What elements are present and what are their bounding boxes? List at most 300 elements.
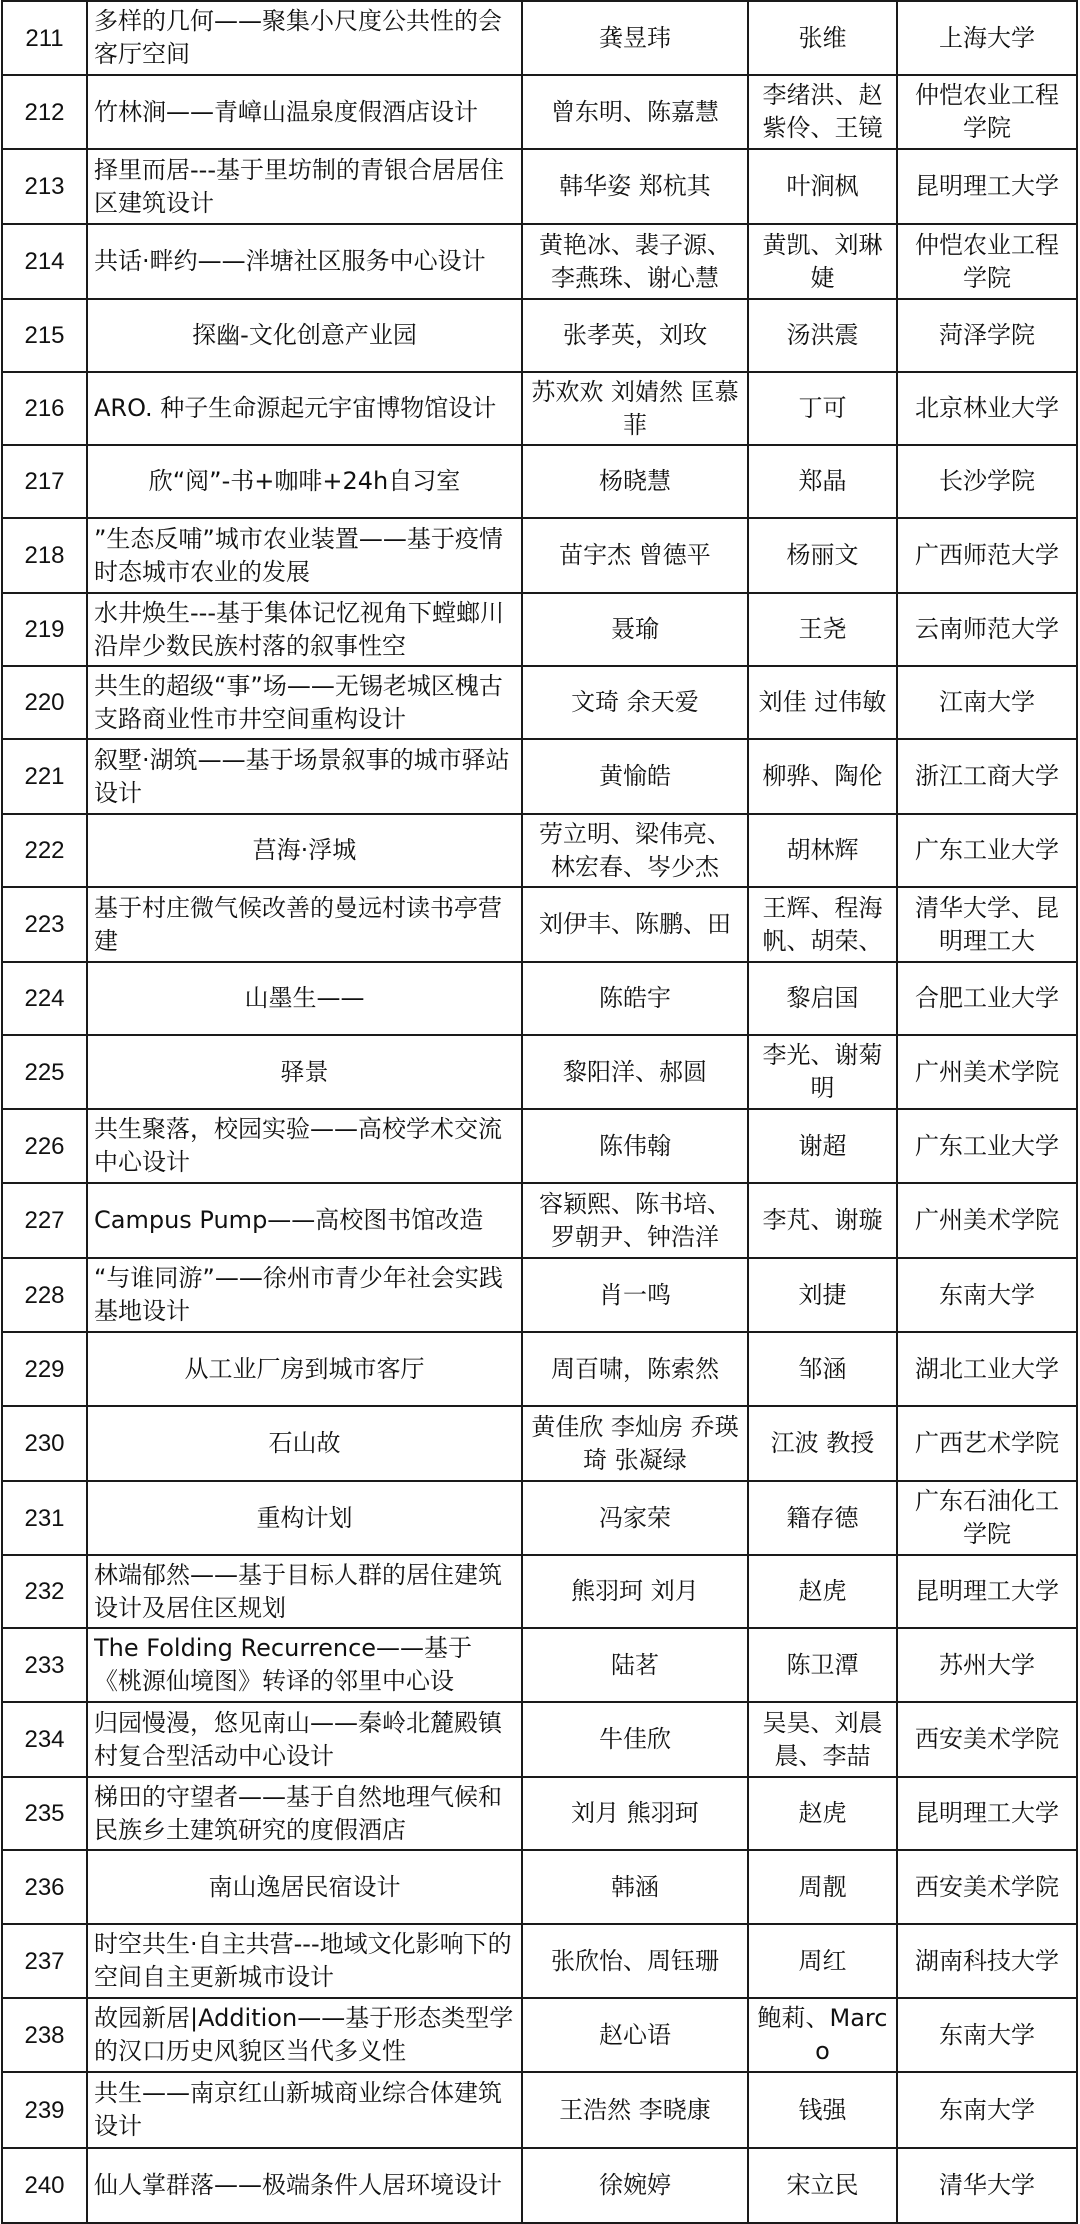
project-title: 共生的超级“事”场——无锡老城区槐古支路商业性市井空间重构设计 bbox=[94, 671, 503, 733]
advisor-name-cell bbox=[748, 1628, 897, 1702]
student-authors: 王浩然 李晓康 bbox=[559, 2095, 711, 2124]
table-row bbox=[2, 1702, 1077, 1777]
project-title-cell bbox=[87, 1702, 522, 1777]
school-name-cell bbox=[897, 1406, 1077, 1481]
school-name-cell bbox=[897, 1035, 1077, 1109]
project-title: 仙人掌群落——极端条件人居环境设计 bbox=[94, 2171, 502, 2199]
project-title: 从工业厂房到城市客厅 bbox=[184, 1354, 425, 1383]
entry-number-cell bbox=[2, 224, 87, 299]
school-name: 昆明理工大学 bbox=[915, 172, 1059, 200]
school-name: 广西艺术学院 bbox=[915, 1429, 1059, 1457]
entry-number: 216 bbox=[24, 395, 65, 422]
advisor-name: 赵虎 bbox=[798, 1799, 847, 1827]
advisor-name-cell bbox=[748, 887, 897, 962]
school-name: 昆明理工大学 bbox=[915, 1577, 1059, 1605]
student-authors-cell bbox=[522, 1035, 748, 1109]
student-authors: 文琦 余天爱 bbox=[571, 688, 699, 716]
table-row bbox=[2, 445, 1077, 518]
table-row bbox=[2, 1109, 1077, 1183]
entry-number: 222 bbox=[24, 837, 65, 864]
school-name: 西安美术学院 bbox=[915, 1725, 1059, 1753]
project-title-cell bbox=[87, 1332, 522, 1406]
school-name-cell bbox=[897, 518, 1077, 593]
entry-number-cell bbox=[2, 1777, 87, 1850]
entry-number: 217 bbox=[24, 468, 65, 495]
student-authors-cell bbox=[522, 372, 748, 445]
table-row bbox=[2, 224, 1077, 299]
entry-number: 234 bbox=[24, 1726, 65, 1753]
student-authors: 赵心语 bbox=[599, 2020, 671, 2049]
entry-number-cell bbox=[2, 372, 87, 445]
project-title: Campus Pump——高校图书馆改造 bbox=[94, 1206, 484, 1234]
advisor-name-cell bbox=[748, 739, 897, 814]
table-row bbox=[2, 1035, 1077, 1109]
entry-number-cell bbox=[2, 666, 87, 739]
school-name-cell bbox=[897, 1258, 1077, 1332]
entry-number: 229 bbox=[24, 1355, 65, 1383]
school-name: 仲恺农业工程学院 bbox=[915, 230, 1059, 292]
table-row bbox=[2, 666, 1077, 739]
entry-number: 224 bbox=[24, 985, 65, 1012]
advisor-name-cell bbox=[748, 224, 897, 299]
project-title: 基于村庄微气候改善的曼远村读书亭营建 bbox=[94, 893, 502, 955]
advisor-name-cell bbox=[748, 518, 897, 593]
entry-number: 231 bbox=[24, 1504, 65, 1532]
school-name: 上海大学 bbox=[939, 23, 1035, 52]
student-authors: 陈皓宇 bbox=[599, 984, 671, 1012]
student-authors-cell bbox=[522, 1924, 748, 1998]
student-authors-cell bbox=[522, 445, 748, 518]
table-row bbox=[2, 1628, 1077, 1702]
project-title-cell bbox=[87, 1998, 522, 2072]
project-title: 山墨生—— bbox=[244, 984, 365, 1012]
table-row bbox=[2, 1555, 1077, 1628]
student-authors-cell bbox=[522, 739, 748, 814]
advisor-name-cell bbox=[748, 299, 897, 372]
project-title-cell bbox=[87, 962, 522, 1035]
entry-number-cell bbox=[2, 2148, 87, 2223]
entry-number: 215 bbox=[24, 322, 65, 349]
project-title-cell bbox=[87, 149, 522, 224]
student-authors-cell bbox=[522, 75, 748, 149]
advisor-name: 叶涧枫 bbox=[786, 172, 859, 200]
project-title: “与谁同游”——徐州市青少年社会实践基地设计 bbox=[94, 1264, 503, 1325]
student-authors: 韩涵 bbox=[611, 1872, 659, 1901]
student-authors: 牛佳欣 bbox=[599, 1725, 671, 1753]
student-authors: 杨晓慧 bbox=[599, 467, 671, 495]
school-name: 昆明理工大学 bbox=[915, 1799, 1059, 1827]
project-title-cell bbox=[87, 1777, 522, 1850]
school-name-cell bbox=[897, 445, 1077, 518]
student-authors-cell bbox=[522, 2072, 748, 2148]
project-title: 梯田的守望者——基于自然地理气候和民族乡土建筑研究的度假酒店 bbox=[94, 1782, 502, 1844]
school-name-cell bbox=[897, 1183, 1077, 1258]
school-name: 江南大学 bbox=[939, 688, 1035, 716]
entry-number-cell bbox=[2, 1258, 87, 1332]
advisor-name-cell bbox=[748, 1777, 897, 1850]
advisor-name-cell bbox=[748, 1, 897, 75]
advisor-name: 陈卫潭 bbox=[786, 1650, 859, 1679]
advisor-name: 柳骅、陶伦 bbox=[762, 762, 883, 790]
student-authors-cell bbox=[522, 1555, 748, 1628]
student-authors-cell bbox=[522, 1, 748, 75]
advisor-name-cell bbox=[748, 1481, 897, 1555]
project-title: 石山故 bbox=[268, 1429, 341, 1457]
entry-number-cell bbox=[2, 1998, 87, 2072]
student-authors-cell bbox=[522, 1183, 748, 1258]
advisor-name: 宋立民 bbox=[786, 2171, 859, 2199]
entry-number-cell bbox=[2, 962, 87, 1035]
project-title: 归园慢漫，悠见南山——秦岭北麓殿镇村复合型活动中心设计 bbox=[94, 1708, 502, 1770]
table-row bbox=[2, 149, 1077, 224]
student-authors-cell bbox=[522, 1258, 748, 1332]
project-title-cell bbox=[87, 1035, 522, 1109]
project-title: 故园新居|Addition——基于形态类型学的汉口历史风貌区当代多义性 bbox=[94, 2004, 514, 2065]
project-title-cell bbox=[87, 372, 522, 445]
advisor-name-cell bbox=[748, 149, 897, 224]
entry-number-cell bbox=[2, 75, 87, 149]
table-row bbox=[2, 1481, 1077, 1555]
advisor-name: 丁可 bbox=[798, 394, 847, 422]
student-authors: 张孝英，刘玫 bbox=[563, 321, 707, 349]
entry-number-cell bbox=[2, 1109, 87, 1183]
advisor-name-cell bbox=[748, 1850, 897, 1924]
school-name-cell bbox=[897, 962, 1077, 1035]
results-table bbox=[1, 0, 1078, 2224]
student-authors: 苏欢欢 刘婧然 匡慕菲 bbox=[531, 377, 739, 439]
entry-number: 237 bbox=[24, 1947, 65, 1975]
student-authors-cell bbox=[522, 2148, 748, 2223]
project-title: 重构计划 bbox=[256, 1503, 353, 1532]
student-authors-cell bbox=[522, 962, 748, 1035]
advisor-name-cell bbox=[748, 2148, 897, 2223]
entry-number-cell bbox=[2, 1850, 87, 1924]
entry-number-cell bbox=[2, 739, 87, 814]
student-authors: 刘伊丰、陈鹏、田 bbox=[539, 910, 731, 938]
project-title-cell bbox=[87, 75, 522, 149]
school-name-cell bbox=[897, 149, 1077, 224]
entry-number: 227 bbox=[24, 1207, 65, 1234]
table-row bbox=[2, 1850, 1077, 1924]
entry-number: 213 bbox=[24, 173, 65, 200]
student-authors: 龚昱玮 bbox=[599, 23, 671, 52]
advisor-name-cell bbox=[748, 962, 897, 1035]
student-authors-cell bbox=[522, 887, 748, 962]
school-name: 东南大学 bbox=[939, 2095, 1035, 2124]
advisor-name: 黄凯、刘琳婕 bbox=[762, 230, 883, 292]
table-row bbox=[2, 1998, 1077, 2072]
entry-number: 218 bbox=[24, 542, 65, 569]
project-title-cell bbox=[87, 518, 522, 593]
student-authors-cell bbox=[522, 1406, 748, 1481]
advisor-name: 杨丽文 bbox=[786, 541, 859, 569]
entry-number-cell bbox=[2, 1702, 87, 1777]
entry-number: 223 bbox=[24, 911, 65, 938]
advisor-name: 周靓 bbox=[798, 1872, 847, 1901]
advisor-name-cell bbox=[748, 1109, 897, 1183]
student-authors: 黄艳冰、裴子源、李燕珠、谢心慧 bbox=[539, 230, 731, 292]
table-row bbox=[2, 75, 1077, 149]
project-title: 南山逸居民宿设计 bbox=[208, 1872, 401, 1901]
advisor-name-cell bbox=[748, 75, 897, 149]
entry-number-cell bbox=[2, 299, 87, 372]
student-authors-cell bbox=[522, 1998, 748, 2072]
table-row bbox=[2, 2148, 1077, 2223]
student-authors-cell bbox=[522, 299, 748, 372]
table-row bbox=[2, 2072, 1077, 2148]
advisor-name-cell bbox=[748, 1702, 897, 1777]
advisor-name: 籍存德 bbox=[786, 1503, 859, 1532]
table-row bbox=[2, 1924, 1077, 1998]
student-authors-cell bbox=[522, 1777, 748, 1850]
entry-number-cell bbox=[2, 445, 87, 518]
school-name: 湖南科技大学 bbox=[915, 1946, 1059, 1975]
school-name: 苏州大学 bbox=[939, 1650, 1035, 1679]
advisor-name: 王辉、程海帆、胡荣、 bbox=[762, 893, 883, 955]
table-row bbox=[2, 1332, 1077, 1406]
student-authors-cell bbox=[522, 224, 748, 299]
project-title-cell bbox=[87, 666, 522, 739]
school-name-cell bbox=[897, 1, 1077, 75]
advisor-name: 张维 bbox=[798, 23, 847, 52]
school-name-cell bbox=[897, 75, 1077, 149]
advisor-name: 邹涵 bbox=[798, 1354, 847, 1383]
student-authors-cell bbox=[522, 1850, 748, 1924]
entry-number-cell bbox=[2, 1406, 87, 1481]
advisor-name-cell bbox=[748, 1035, 897, 1109]
advisor-name: 郑晶 bbox=[798, 467, 847, 495]
entry-number-cell bbox=[2, 1, 87, 75]
school-name: 广东石油化工学院 bbox=[915, 1487, 1059, 1548]
advisor-name-cell bbox=[748, 814, 897, 887]
advisor-name: 胡林辉 bbox=[786, 836, 859, 864]
project-title: 多样的几何——聚集小尺度公共性的会客厅空间 bbox=[94, 7, 502, 68]
student-authors-cell bbox=[522, 1481, 748, 1555]
student-authors: 陆茗 bbox=[611, 1650, 659, 1679]
advisor-name: 刘佳 过伟敏 bbox=[758, 688, 887, 716]
project-title-cell bbox=[87, 1183, 522, 1258]
student-authors-cell bbox=[522, 666, 748, 739]
table-row bbox=[2, 372, 1077, 445]
student-authors: 劳立明、梁伟亮、林宏春、岑少杰 bbox=[539, 819, 731, 881]
project-title: 水井焕生---基于集体记忆视角下螳螂川沿岸少数民族村落的叙事性空 bbox=[94, 598, 504, 660]
advisor-name: 李光、谢菊明 bbox=[762, 1041, 883, 1102]
project-title: 共生——南京红山新城商业综合体建筑设计 bbox=[94, 2079, 502, 2140]
advisor-name: 刘捷 bbox=[798, 1280, 847, 1309]
advisor-name: 江波 教授 bbox=[770, 1429, 875, 1457]
advisor-name: 黎启国 bbox=[786, 984, 859, 1012]
advisor-name: 王尧 bbox=[798, 615, 847, 643]
school-name-cell bbox=[897, 224, 1077, 299]
student-authors: 苗宇杰 曾德平 bbox=[559, 541, 711, 569]
entry-number: 238 bbox=[24, 2021, 65, 2049]
advisor-name-cell bbox=[748, 1555, 897, 1628]
school-name: 湖北工业大学 bbox=[915, 1354, 1059, 1383]
project-title: ARO. 种子生命源起元宇宙博物馆设计 bbox=[94, 394, 497, 422]
student-authors-cell bbox=[522, 1332, 748, 1406]
advisor-name: 谢超 bbox=[798, 1131, 847, 1160]
entry-number-cell bbox=[2, 1035, 87, 1109]
advisor-name-cell bbox=[748, 1924, 897, 1998]
table-row bbox=[2, 1406, 1077, 1481]
entry-number: 233 bbox=[24, 1651, 65, 1679]
advisor-name: 李绪洪、赵紫伶、王镜 bbox=[762, 81, 883, 142]
student-authors-cell bbox=[522, 593, 748, 666]
table-row bbox=[2, 739, 1077, 814]
entry-number-cell bbox=[2, 1332, 87, 1406]
school-name: 浙江工商大学 bbox=[915, 762, 1059, 790]
project-title-cell bbox=[87, 1109, 522, 1183]
advisor-name-cell bbox=[748, 1998, 897, 2072]
school-name-cell bbox=[897, 372, 1077, 445]
project-title-cell bbox=[87, 2072, 522, 2148]
advisor-name: 鲍莉、Marco bbox=[757, 2004, 888, 2065]
advisor-name: 吴昊、刘晨晨、李喆 bbox=[762, 1708, 883, 1770]
school-name: 清华大学、昆明理工大 bbox=[915, 893, 1059, 955]
advisor-name-cell bbox=[748, 1183, 897, 1258]
school-name-cell bbox=[897, 2148, 1077, 2223]
entry-number: 219 bbox=[24, 616, 65, 643]
table-row bbox=[2, 962, 1077, 1035]
school-name: 仲恺农业工程学院 bbox=[915, 81, 1059, 142]
student-authors-cell bbox=[522, 1109, 748, 1183]
entry-number-cell bbox=[2, 149, 87, 224]
student-authors: 冯家荣 bbox=[599, 1503, 671, 1532]
entry-number: 236 bbox=[24, 1873, 65, 1901]
school-name-cell bbox=[897, 593, 1077, 666]
table-row bbox=[2, 1258, 1077, 1332]
project-title-cell bbox=[87, 299, 522, 372]
project-title: 共生聚落，校园实验——高校学术交流中心设计 bbox=[94, 1115, 502, 1176]
school-name-cell bbox=[897, 1777, 1077, 1850]
school-name-cell bbox=[897, 814, 1077, 887]
school-name-cell bbox=[897, 2072, 1077, 2148]
student-authors: 曾东明、陈嘉慧 bbox=[551, 97, 719, 126]
school-name: 清华大学 bbox=[939, 2171, 1035, 2199]
advisor-name-cell bbox=[748, 445, 897, 518]
advisor-name-cell bbox=[748, 1258, 897, 1332]
entry-number-cell bbox=[2, 1628, 87, 1702]
school-name-cell bbox=[897, 1555, 1077, 1628]
school-name-cell bbox=[897, 739, 1077, 814]
student-authors: 张欣怡、周钰珊 bbox=[551, 1946, 719, 1975]
student-authors: 黄愉皓 bbox=[599, 762, 671, 790]
advisor-name: 赵虎 bbox=[798, 1577, 847, 1605]
entry-number-cell bbox=[2, 887, 87, 962]
entry-number-cell bbox=[2, 814, 87, 887]
school-name: 西安美术学院 bbox=[915, 1872, 1059, 1901]
entry-number: 230 bbox=[24, 1430, 65, 1457]
advisor-name: 钱强 bbox=[798, 2095, 847, 2124]
project-title: 林端郁然——基于目标人群的居住建筑设计及居住区规划 bbox=[94, 1560, 502, 1622]
project-title-cell bbox=[87, 1481, 522, 1555]
project-title-cell bbox=[87, 887, 522, 962]
student-authors: 熊羽珂 刘月 bbox=[571, 1577, 699, 1605]
school-name-cell bbox=[897, 1481, 1077, 1555]
entry-number-cell bbox=[2, 1183, 87, 1258]
advisor-name: 周红 bbox=[798, 1946, 847, 1975]
entry-number: 240 bbox=[24, 2172, 65, 2199]
student-authors-cell bbox=[522, 518, 748, 593]
school-name: 东南大学 bbox=[939, 1280, 1035, 1309]
student-authors: 韩华姿 郑杭其 bbox=[559, 172, 711, 200]
table-row bbox=[2, 1183, 1077, 1258]
entry-number: 221 bbox=[24, 763, 65, 790]
school-name-cell bbox=[897, 1924, 1077, 1998]
project-title: 欣“阅”-书+咖啡+24h自习室 bbox=[148, 467, 461, 495]
student-authors-cell bbox=[522, 1628, 748, 1702]
project-title: 共话·畔约——泮塘社区服务中心设计 bbox=[94, 247, 486, 275]
project-title-cell bbox=[87, 1924, 522, 1998]
project-title: 叙墅·湖筑——基于场景叙事的城市驿站设计 bbox=[94, 745, 510, 807]
project-title-cell bbox=[87, 593, 522, 666]
school-name: 广西师范大学 bbox=[915, 541, 1059, 569]
project-title: 探幽-文化创意产业园 bbox=[192, 321, 417, 349]
school-name: 菏泽学院 bbox=[939, 321, 1035, 349]
entry-number: 228 bbox=[24, 1281, 65, 1309]
school-name: 长沙学院 bbox=[939, 467, 1035, 495]
school-name-cell bbox=[897, 1850, 1077, 1924]
entry-number: 214 bbox=[24, 248, 65, 275]
project-title-cell bbox=[87, 445, 522, 518]
entry-number-cell bbox=[2, 593, 87, 666]
table-row bbox=[2, 593, 1077, 666]
entry-number-cell bbox=[2, 1555, 87, 1628]
advisor-name-cell bbox=[748, 2072, 897, 2148]
project-title: 驿景 bbox=[280, 1057, 329, 1086]
table-row bbox=[2, 1777, 1077, 1850]
table-row bbox=[2, 299, 1077, 372]
student-authors: 黎阳洋、郝圆 bbox=[563, 1057, 707, 1086]
student-authors: 聂瑜 bbox=[611, 615, 659, 643]
table-row bbox=[2, 1, 1077, 75]
entry-number: 232 bbox=[24, 1578, 65, 1605]
entry-number-cell bbox=[2, 1924, 87, 1998]
project-title-cell bbox=[87, 1850, 522, 1924]
advisor-name-cell bbox=[748, 372, 897, 445]
project-title-cell bbox=[87, 1258, 522, 1332]
school-name: 广东工业大学 bbox=[915, 1131, 1059, 1160]
school-name-cell bbox=[897, 299, 1077, 372]
school-name-cell bbox=[897, 666, 1077, 739]
student-authors-cell bbox=[522, 814, 748, 887]
table-body bbox=[2, 1, 1077, 2223]
student-authors-cell bbox=[522, 1702, 748, 1777]
entry-number: 226 bbox=[24, 1132, 65, 1160]
project-title-cell bbox=[87, 1555, 522, 1628]
project-title-cell bbox=[87, 224, 522, 299]
advisor-name: 汤洪震 bbox=[786, 321, 859, 349]
project-title-cell bbox=[87, 1, 522, 75]
student-authors: 刘月 熊羽珂 bbox=[571, 1799, 699, 1827]
entry-number: 239 bbox=[24, 2096, 65, 2124]
entry-number: 235 bbox=[24, 1800, 65, 1827]
table-row bbox=[2, 887, 1077, 962]
advisor-name-cell bbox=[748, 1406, 897, 1481]
project-title-cell bbox=[87, 2148, 522, 2223]
school-name: 合肥工业大学 bbox=[915, 984, 1059, 1012]
advisor-name: 李芃、谢璇 bbox=[762, 1206, 883, 1234]
school-name: 广州美术学院 bbox=[915, 1206, 1059, 1234]
project-title: ”生态反哺”城市农业装置——基于疫情时态城市农业的发展 bbox=[94, 524, 503, 586]
student-authors: 陈伟翰 bbox=[599, 1131, 671, 1160]
school-name-cell bbox=[897, 1702, 1077, 1777]
project-title: The Folding Recurrence——基于《桃源仙境图》转译的邻里中心设 bbox=[94, 1634, 473, 1695]
advisor-name-cell bbox=[748, 666, 897, 739]
student-authors: 徐婉婷 bbox=[599, 2171, 671, 2199]
student-authors-cell bbox=[522, 149, 748, 224]
entry-number: 220 bbox=[24, 689, 65, 716]
